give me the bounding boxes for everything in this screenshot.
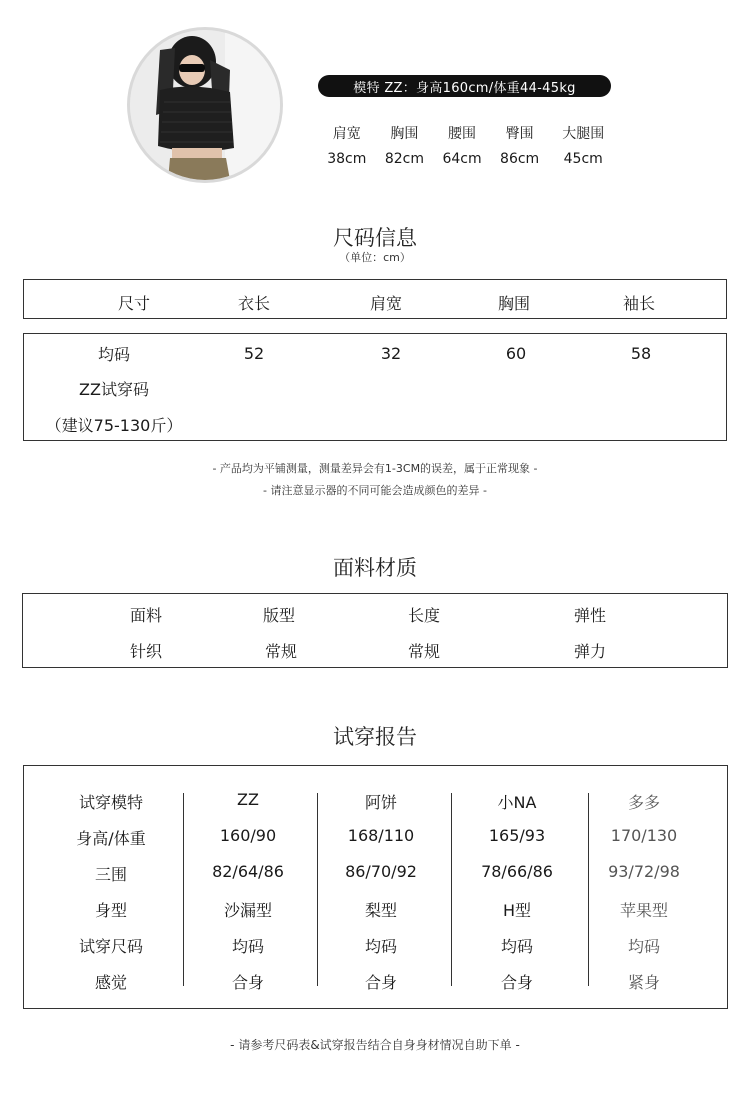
model-measurements xyxy=(318,122,618,172)
fit-cell: 170/130 xyxy=(610,826,678,845)
column-divider xyxy=(588,793,589,986)
column-divider xyxy=(317,793,318,986)
fit-cell: 78/66/86 xyxy=(481,862,553,881)
fabric-value-length: 常规 xyxy=(407,642,440,661)
column-divider xyxy=(183,793,184,986)
weight-suggestion: （建议75-130斤） xyxy=(45,416,183,435)
fabric-value-fit: 常规 xyxy=(264,642,297,661)
header-size: 尺寸 xyxy=(117,294,150,313)
fabric-value-elasticity: 弹力 xyxy=(573,642,606,661)
fit-cell: 合身 xyxy=(500,973,533,992)
fabric-label-fit: 版型 xyxy=(262,606,295,625)
trial-size-label: ZZ试穿码 xyxy=(79,380,149,399)
fabric-table xyxy=(22,593,728,668)
size-header-row xyxy=(23,279,727,319)
value-chest: 60 xyxy=(505,344,527,363)
size-data-box xyxy=(23,333,727,441)
fit-report-table xyxy=(23,765,728,1009)
measurement-thigh: 大腿围 45cm xyxy=(562,126,605,167)
fit-row-label: 身型 xyxy=(94,901,127,920)
fit-cell: 均码 xyxy=(231,937,264,956)
size-name: 均码 xyxy=(97,345,130,364)
fit-cell: 160/90 xyxy=(219,826,277,845)
measurement-shoulder: 肩宽 38cm xyxy=(327,126,367,167)
measurement-waist: 腰围 64cm xyxy=(442,126,482,167)
header-sleeve: 袖长 xyxy=(622,294,655,313)
fit-cell: 82/64/86 xyxy=(212,862,284,881)
fit-report-title: 试穿报告 xyxy=(333,725,417,749)
fabric-label-length: 长度 xyxy=(407,606,440,625)
header-length: 衣长 xyxy=(237,294,270,313)
fabric-label-elasticity: 弹性 xyxy=(573,606,606,625)
fit-row-label: 试穿尺码 xyxy=(78,937,143,956)
fit-cell: 168/110 xyxy=(347,826,415,845)
fit-cell: 阿饼 xyxy=(364,793,397,812)
fit-cell: 苹果型 xyxy=(619,901,668,920)
fit-cell: 86/70/92 xyxy=(345,862,417,881)
fit-cell: 合身 xyxy=(231,973,264,992)
measurement-chest: 胸围 82cm xyxy=(384,126,424,167)
fit-row-label: 感觉 xyxy=(94,973,127,992)
fit-cell: 小NA xyxy=(497,793,537,812)
header-shoulder: 肩宽 xyxy=(369,294,402,313)
fit-cell: 均码 xyxy=(627,937,660,956)
size-info-unit: （单位：cm） xyxy=(339,251,411,264)
fit-row-label: 身高/体重 xyxy=(76,829,146,848)
fit-row-label: 三围 xyxy=(94,865,127,884)
model-info-badge: 模特 ZZ：身高160cm/体重44-45kg xyxy=(318,75,611,97)
fit-row-label: 试穿模特 xyxy=(78,793,143,812)
value-shoulder: 32 xyxy=(380,344,402,363)
fit-cell: 165/93 xyxy=(488,826,546,845)
fit-cell: ZZ xyxy=(237,790,259,809)
model-illustration xyxy=(130,30,280,180)
fit-cell: 均码 xyxy=(364,937,397,956)
header-chest: 胸围 xyxy=(497,294,530,313)
fit-cell: 93/72/98 xyxy=(608,862,680,881)
value-length: 52 xyxy=(243,344,265,363)
fabric-value-material: 针织 xyxy=(129,642,162,661)
measurement-note: - 产品均为平铺测量，测量差异会有1-3CM的误差，属于正常现象 - xyxy=(212,462,538,475)
color-note: - 请注意显示器的不同可能会造成颜色的差异 - xyxy=(263,484,487,497)
fit-cell: 梨型 xyxy=(364,901,397,920)
order-note: - 请参考尺码表&试穿报告结合自身身材情况自助下单 - xyxy=(230,1038,520,1052)
value-sleeve: 58 xyxy=(630,344,652,363)
fit-cell: 合身 xyxy=(364,973,397,992)
fit-cell: H型 xyxy=(502,901,532,920)
fit-cell: 紧身 xyxy=(627,973,660,992)
measurement-hip: 臀围 86cm xyxy=(500,126,540,167)
size-info-title: 尺码信息 xyxy=(333,226,417,250)
column-divider xyxy=(451,793,452,986)
model-photo xyxy=(130,30,280,180)
fit-cell: 多多 xyxy=(627,793,660,812)
fabric-title: 面料材质 xyxy=(333,556,417,580)
fit-cell: 沙漏型 xyxy=(223,901,272,920)
fit-cell: 均码 xyxy=(500,937,533,956)
fabric-label-material: 面料 xyxy=(129,606,162,625)
